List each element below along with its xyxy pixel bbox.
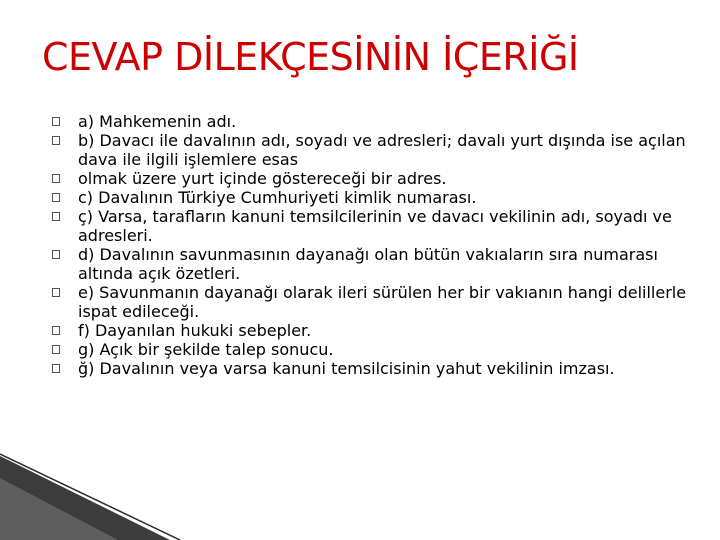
slide-title: CEVAP DİLEKÇESİNİN İÇERİĞİ xyxy=(42,35,579,79)
bullet-text: g) Açık bir şekilde talep sonucu. xyxy=(78,340,334,359)
empty-square-icon xyxy=(52,117,60,126)
empty-square-icon xyxy=(52,212,60,221)
bullet-text: c) Davalının Türkiye Cumhuriyeti kimlik numarası. xyxy=(78,188,477,207)
bullet-item xyxy=(52,131,692,169)
empty-square-icon xyxy=(52,136,60,145)
bullet-item xyxy=(52,207,692,245)
empty-square-icon xyxy=(52,174,60,183)
bullet-text: ç) Varsa, tarafların kanuni temsilcilerinin ve davacı vekilinin adı, soyadı ve adresleri. xyxy=(78,207,672,245)
empty-square-icon xyxy=(52,288,60,297)
bullet-text: d) Davalının savunmasının dayanağı olan bütün vakıaların sıra numarası altında açık özetleri. xyxy=(78,245,658,283)
empty-square-icon xyxy=(52,345,60,354)
bullet-item xyxy=(52,340,692,359)
bullet-list xyxy=(52,112,692,378)
bullet-text: e) Savunmanın dayanağı olarak ileri sürülen her bir vakıanın hangi delillerle ispat edileceği. xyxy=(78,283,687,321)
empty-square-icon xyxy=(52,250,60,259)
bullet-text: ğ) Davalının veya varsa kanuni temsilcisinin yahut vekilinin imzası. xyxy=(78,359,615,378)
bullet-item xyxy=(52,245,692,283)
bullet-item xyxy=(52,321,692,340)
bullet-item xyxy=(52,188,692,207)
empty-square-icon xyxy=(52,364,60,373)
bullet-item xyxy=(52,283,692,321)
bullet-text: olmak üzere yurt içinde göstereceği bir adres. xyxy=(78,169,447,188)
bullet-item xyxy=(52,112,692,131)
empty-square-icon xyxy=(52,326,60,335)
bullet-item xyxy=(52,359,692,378)
empty-square-icon xyxy=(52,193,60,202)
bullet-text: f) Dayanılan hukuki sebepler. xyxy=(78,321,312,340)
bullet-item xyxy=(52,169,692,188)
corner-decoration xyxy=(0,450,200,540)
bullet-text: a) Mahkemenin adı. xyxy=(78,112,237,131)
bullet-text: b) Davacı ile davalının adı, soyadı ve adresleri; davalı yurt dışında ise açılan dava ile ilgili işlemlere esas xyxy=(78,131,686,169)
